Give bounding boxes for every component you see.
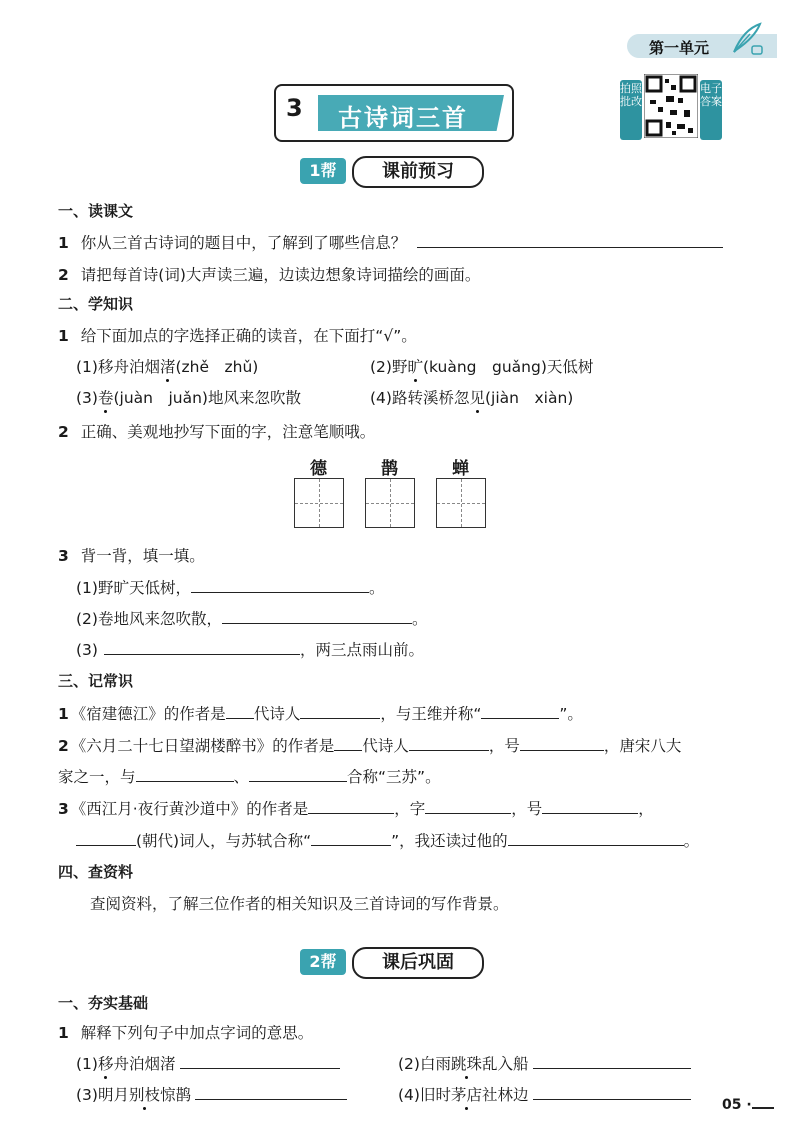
question-text: 代诗人 [362,737,409,755]
question-number: 1 [58,705,69,723]
question-text: 。 [683,832,700,850]
answer-blank[interactable] [542,799,638,814]
question-number: 1 [58,327,69,345]
pinyin-item[interactable] [76,386,301,408]
question-text: ”，我还读过他的 [391,832,508,850]
question-text: 正确、美观地抄写下面的字，注意笔顺哦。 [80,423,376,441]
question-line [58,734,681,756]
item-prefix: (4)路转溪桥忽 [370,389,470,407]
answer-blank[interactable] [226,704,254,719]
question-line [76,829,699,851]
copy-char: 德 [310,459,327,479]
item-prefix: (3)明月 [76,1086,129,1104]
qr-panel[interactable] [620,72,722,142]
question-number: 1 [58,234,69,252]
qr-right-label: 电子答案 [700,80,722,140]
question-text: ，与王维并称“ [380,705,482,723]
answer-blank[interactable] [417,233,723,248]
question-text: 《宿建德江》的作者是 [70,705,226,723]
question-line [58,324,417,346]
writing-grid[interactable] [436,478,486,528]
fill-prefix: (2)卷地风来忽吹散， [76,610,222,628]
page-rule [752,1107,774,1109]
answer-blank[interactable] [104,640,300,655]
explain-item [76,1083,347,1105]
question-text: ，号 [511,800,543,818]
dotted-char: 茅店 [450,1086,482,1104]
question-text: ，唐宋八大 [603,737,682,755]
answer-blank[interactable] [136,767,234,782]
question-text: 你从三首古诗词的题目中，了解到了哪些信息？ [80,234,407,252]
fill-line [76,638,424,660]
answer-blank[interactable] [249,767,347,782]
pinyin-item[interactable] [370,386,573,408]
fill-suffix: ，两三点雨山前。 [299,641,424,659]
item-prefix: (1)移舟泊烟 [76,358,160,376]
answer-blank[interactable] [191,578,369,593]
question-line [58,797,654,819]
dotted-char: 旷 [407,358,423,376]
dotted-char: 别枝 [128,1086,160,1104]
page-number: 05 · [722,1097,752,1113]
copy-char: 鹊 [381,459,398,479]
dotted-char: 跳珠 [450,1055,482,1073]
question-text: ，号 [488,737,520,755]
question-line [58,544,205,566]
question-number: 2 [58,423,69,441]
answer-blank[interactable] [308,799,394,814]
answer-blank[interactable] [195,1085,347,1100]
item-suffix: (zhě zhǔ) [175,358,259,376]
question-line [58,231,723,253]
pinyin-item[interactable] [370,355,593,377]
answer-blank[interactable] [520,736,604,751]
fill-line [76,607,427,629]
question-line [58,765,441,787]
dotted-char: 卷 [97,389,114,407]
answer-blank[interactable] [180,1054,340,1069]
item-prefix: (1) [76,1055,98,1073]
fill-prefix: (3) [76,641,98,659]
item-text: 乱入船 [481,1055,529,1073]
question-text: 给下面加点的字选择正确的读音，在下面打“√”。 [80,327,417,345]
question-text: 、 [233,768,250,786]
question-text: ，字 [394,800,426,818]
question-line [58,1021,313,1043]
question-number: 2 [58,737,69,755]
part2-label: 课后巩固 [352,947,484,979]
answer-blank[interactable] [311,831,391,846]
answer-blank[interactable] [508,831,684,846]
writing-grid[interactable] [365,478,415,528]
answer-blank[interactable] [533,1085,691,1100]
dotted-char: 见 [469,389,485,407]
explain-item [398,1083,691,1105]
answer-blank[interactable] [425,799,511,814]
unit-label: 第一单元 [649,39,710,57]
section-heading: 二、学知识 [58,295,134,313]
answer-blank[interactable] [334,736,362,751]
answer-blank[interactable] [533,1054,691,1069]
answer-blank[interactable] [76,831,136,846]
question-line [58,263,480,285]
item-prefix: (4)旧时 [398,1086,451,1104]
item-text: 惊鹊 [159,1086,191,1104]
lesson-title: 古诗词三首 [338,104,468,132]
section-heading: 一、读课文 [58,202,134,220]
answer-blank[interactable] [222,609,412,624]
section-heading: 一、夯实基础 [58,994,149,1012]
fill-line [76,576,384,598]
part2-badge [300,949,482,975]
question-text: 背一背，填一填。 [80,547,205,565]
question-number: 2 [58,266,69,284]
quill-icon [728,20,764,56]
part1-label: 课前预习 [352,156,484,188]
item-prefix: (3) [76,389,98,407]
question-line [58,420,375,442]
item-text: 社林边 [481,1086,529,1104]
question-text: 《六月二十七日望湖楼醉书》的作者是 [70,737,335,755]
question-text: 解释下列句子中加点字词的意思。 [80,1024,314,1042]
answer-blank[interactable] [481,704,559,719]
question-text: 请把每首诗(词)大声读三遍，边读边想象诗词描绘的画面。 [80,266,481,284]
question-text: ”。 [559,705,583,723]
section-heading: 四、查资料 [58,863,134,881]
question-text: ， [638,800,654,818]
explain-item [398,1052,691,1074]
lesson-number: 3 [286,94,303,122]
explain-item [76,1052,340,1074]
answer-blank[interactable] [300,704,380,719]
pinyin-item[interactable] [76,355,258,377]
question-text: (朝代)词人，与苏轼合称“ [136,832,312,850]
item-suffix: (juàn juǎn)地风来忽吹散 [113,389,301,407]
fill-suffix: 。 [368,579,385,597]
fill-prefix: (1)野旷天低树， [76,579,191,597]
qr-code-icon[interactable] [644,74,698,138]
question-number: 3 [58,547,69,565]
part1-num: 1帮 [300,158,346,184]
item-suffix: (kuàng guǎng)天低树 [422,358,594,376]
item-prefix: (2)白雨 [398,1055,451,1073]
item-text: 舟泊烟渚 [113,1055,176,1073]
copy-char: 蝉 [452,459,469,479]
part2-num: 2帮 [300,949,346,975]
item-suffix: (jiàn xiàn) [484,389,574,407]
answer-blank[interactable] [409,736,489,751]
question-text: 家之一，与 [58,768,136,786]
fill-suffix: 。 [411,610,428,628]
part1-badge [300,158,482,184]
question-line [58,702,583,724]
dotted-char: 渚 [159,358,176,376]
item-prefix: (2)野 [370,358,408,376]
question-number: 3 [58,800,69,818]
question-text: 代诗人 [253,705,301,723]
question-number: 1 [58,1024,69,1042]
writing-grid[interactable] [294,478,344,528]
question-text: 《西江月·夜行黄沙道中》的作者是 [70,800,309,818]
section-text: 查阅资料，了解三位作者的相关知识及三首诗词的写作背景。 [90,895,509,913]
question-text: 合称“三苏”。 [347,768,441,786]
section-heading: 三、记常识 [58,672,134,690]
qr-left-label: 拍照批改 [620,80,642,140]
dotted-char: 移 [97,1055,114,1073]
